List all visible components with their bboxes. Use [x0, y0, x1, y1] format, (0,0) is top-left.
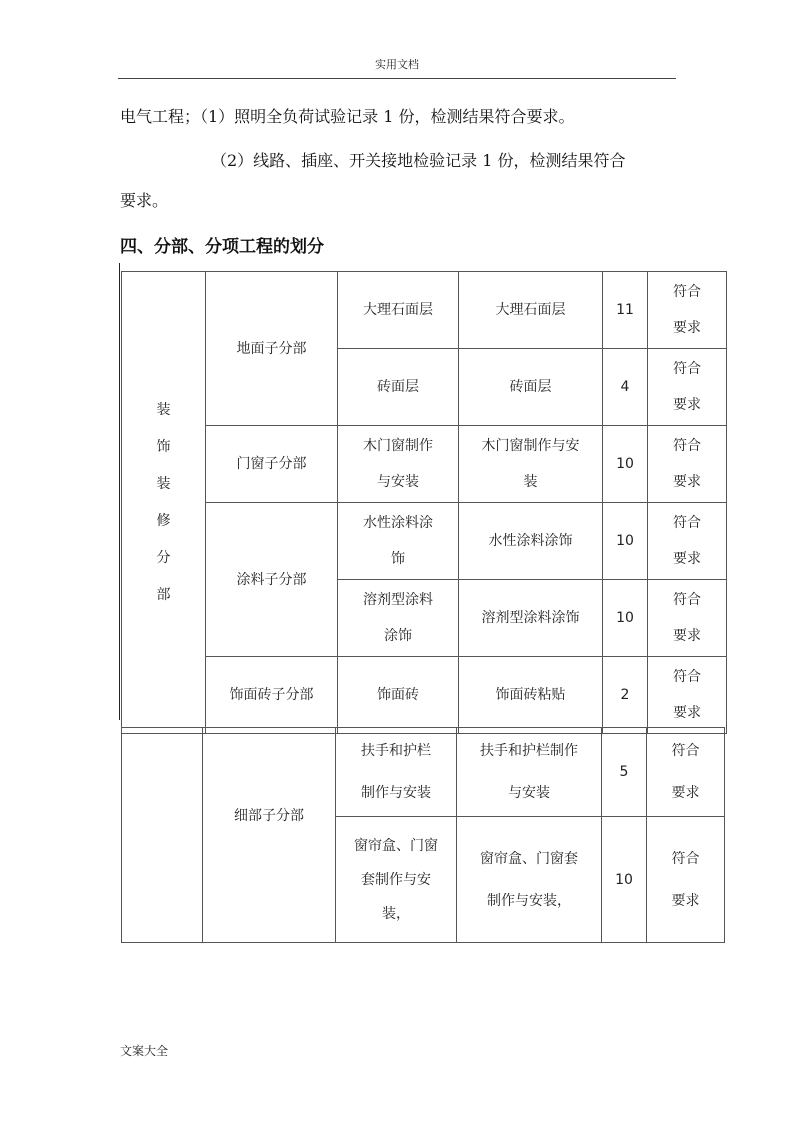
- count-cell: 10: [603, 580, 648, 657]
- item-cell: 水性涂料涂 饰: [338, 503, 459, 580]
- item-cell: 饰面砖: [338, 657, 459, 734]
- division-cell: 装 饰 装 修 分 部: [122, 272, 206, 734]
- project-cell: 扶手和护栏制作 与安装: [457, 728, 602, 817]
- result-cell: 符合 要求: [648, 272, 727, 349]
- sub-division-cell: 细部子分部: [203, 728, 336, 943]
- item-cell: 大理石面层: [338, 272, 459, 349]
- result-cell: 符合 要求: [648, 426, 727, 503]
- count-cell: 11: [603, 272, 648, 349]
- result-cell: 符合 要求: [648, 349, 727, 426]
- table-frame-line: [119, 263, 120, 720]
- paragraph-line-2: （2）线路、插座、开关接地检验记录 1 份，检测结果符合: [211, 151, 626, 170]
- count-cell: 10: [603, 426, 648, 503]
- count-cell: 10: [602, 817, 647, 943]
- section-title: 四、分部、分项工程的划分: [120, 237, 324, 257]
- project-cell: 饰面砖粘贴: [459, 657, 603, 734]
- result-cell: 符合 要求: [648, 657, 727, 734]
- result-cell: 符合 要求: [648, 580, 727, 657]
- count-cell: 5: [602, 728, 647, 817]
- count-cell: 10: [603, 503, 648, 580]
- sub-division-cell: 饰面砖子分部: [206, 657, 338, 734]
- sub-division-cell: 涂料子分部: [206, 503, 338, 657]
- item-cell: 砖面层: [338, 349, 459, 426]
- division-table-2: [121, 727, 725, 943]
- paragraph-line-1: 电气工程；（1）照明全负荷试验记录 1 份，检测结果符合要求。: [120, 107, 575, 126]
- division-cell: [122, 728, 203, 943]
- paragraph-line-3: 要求。: [120, 191, 169, 210]
- item-cell: 扶手和护栏 制作与安装: [336, 728, 457, 817]
- project-cell: 大理石面层: [459, 272, 603, 349]
- sub-division-cell: 地面子分部: [206, 272, 338, 426]
- result-cell: 符合 要求: [647, 817, 725, 943]
- project-cell: 砖面层: [459, 349, 603, 426]
- item-cell: 木门窗制作 与安装: [338, 426, 459, 503]
- project-cell: 水性涂料涂饰: [459, 503, 603, 580]
- item-cell: 窗帘盒、门窗 套制作与安 装，: [336, 817, 457, 943]
- result-cell: 符合 要求: [647, 728, 725, 817]
- count-cell: 4: [603, 349, 648, 426]
- count-cell: 2: [603, 657, 648, 734]
- project-cell: 溶剂型涂料涂饰: [459, 580, 603, 657]
- page-header: 实用文档: [118, 56, 676, 79]
- division-table-1: [121, 271, 727, 734]
- project-cell: 窗帘盒、门窗套 制作与安装，: [457, 817, 602, 943]
- sub-division-cell: 门窗子分部: [206, 426, 338, 503]
- project-cell: 木门窗制作与安 装: [459, 426, 603, 503]
- result-cell: 符合 要求: [648, 503, 727, 580]
- page-footer: 文案大全: [120, 1044, 169, 1058]
- item-cell: 溶剂型涂料 涂饰: [338, 580, 459, 657]
